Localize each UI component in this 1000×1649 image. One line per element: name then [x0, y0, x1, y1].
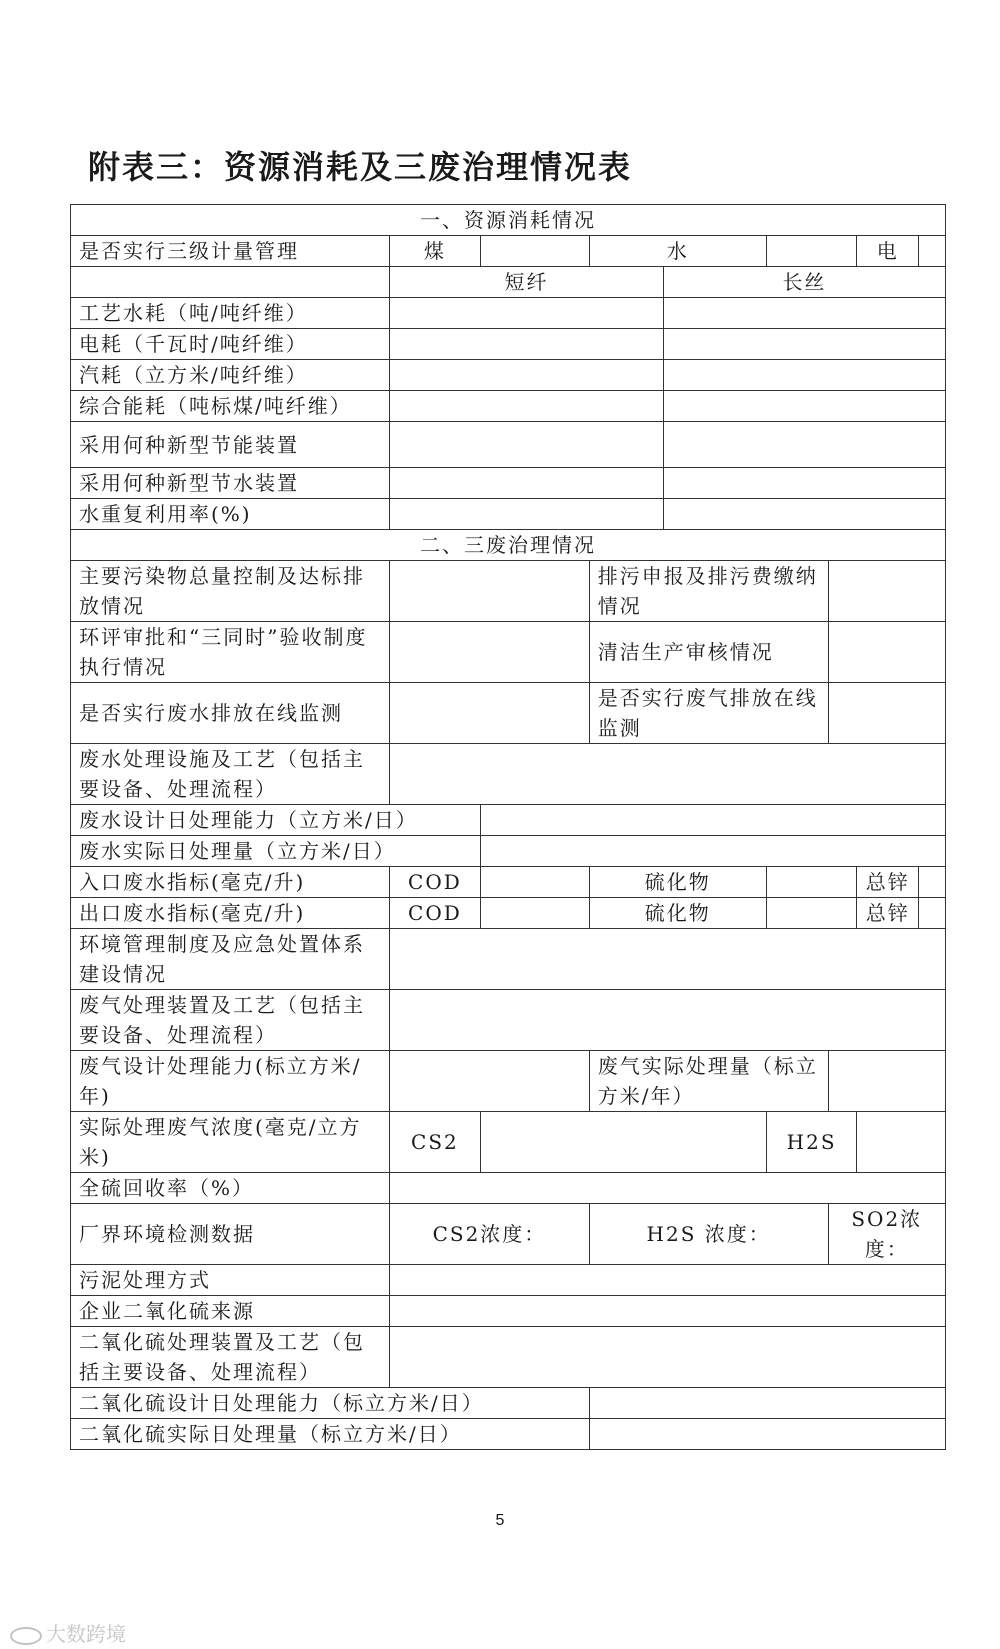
filament-value-cell[interactable]: [663, 468, 945, 499]
water-label: 水: [589, 236, 766, 267]
document-title: 附表三：资源消耗及三废治理情况表: [88, 148, 633, 186]
wastewater-actual-volume-value-cell[interactable]: [480, 836, 945, 867]
so2-source-label: 企业二氧化硫来源: [71, 1296, 390, 1327]
watermark-text: 大数跨境: [46, 1622, 126, 1646]
wastewater-actual-volume-label: 废水实际日处理量（立方米/日）: [71, 836, 481, 867]
row-label: 工艺水耗（吨/吨纤维）: [71, 298, 390, 329]
wastewater-online-label: 是否实行废水排放在线监测: [71, 683, 390, 744]
exhaust-actual-volume-value-cell[interactable]: [828, 1051, 945, 1112]
electricity-value-cell[interactable]: [919, 236, 946, 267]
outlet-indicators-label: 出口废水指标(毫克/升): [71, 898, 390, 929]
filament-value-cell[interactable]: [663, 422, 945, 468]
wastewater-design-capacity-label: 废水设计日处理能力（立方米/日）: [71, 805, 481, 836]
outlet-cod-value-cell[interactable]: [480, 898, 589, 929]
so2-concentration-label: SO2浓度：: [828, 1204, 945, 1265]
metering-label: 是否实行三级计量管理: [71, 236, 390, 267]
clean-production-value-cell[interactable]: [828, 622, 945, 683]
exhaust-concentration-label: 实际处理废气浓度(毫克/立方米): [71, 1112, 390, 1173]
exhaust-facility-label: 废气处理装置及工艺（包括主要设备、处理流程）: [71, 990, 390, 1051]
pollutant-control-label: 主要污染物总量控制及达标排放情况: [71, 561, 390, 622]
h2s-concentration-label: H2S 浓度：: [589, 1204, 828, 1265]
exhaust-design-capacity-value-cell[interactable]: [390, 1051, 590, 1112]
short-fiber-value-cell[interactable]: [390, 329, 664, 360]
env-management-label: 环境管理制度及应急处置体系建设情况: [71, 929, 390, 990]
exhaust-online-value-cell[interactable]: [828, 683, 945, 744]
sulfur-recovery-value-cell[interactable]: [390, 1173, 946, 1204]
wastewater-online-value-cell[interactable]: [390, 683, 590, 744]
wastewater-facility-value-cell[interactable]: [390, 744, 946, 805]
wastewater-design-capacity-value-cell[interactable]: [480, 805, 945, 836]
short-fiber-value-cell[interactable]: [390, 298, 664, 329]
inlet-sulfide-value-cell[interactable]: [766, 867, 857, 898]
exhaust-online-label: 是否实行废气排放在线监测: [589, 683, 828, 744]
inlet-cod-label: COD: [390, 867, 481, 898]
watermark: [10, 1618, 126, 1647]
outlet-zinc-label: 总锌: [857, 898, 919, 929]
eia-approval-value-cell[interactable]: [390, 622, 590, 683]
coal-value-cell[interactable]: [480, 236, 589, 267]
inlet-zinc-value-cell[interactable]: [919, 867, 946, 898]
exhaust-actual-volume-label: 废气实际处理量（标立方米/年）: [589, 1051, 828, 1112]
h2s-label: H2S: [766, 1112, 857, 1173]
inlet-zinc-label: 总锌: [857, 867, 919, 898]
short-fiber-value-cell[interactable]: [390, 360, 664, 391]
coal-label: 煤: [390, 236, 481, 267]
eia-approval-label: 环评审批和“三同时”验收制度执行情况: [71, 622, 390, 683]
short-fiber-value-cell[interactable]: [390, 422, 664, 468]
water-value-cell[interactable]: [766, 236, 857, 267]
section1-header: 一、资源消耗情况: [71, 205, 946, 236]
sludge-treatment-label: 污泥处理方式: [71, 1265, 390, 1296]
short-fiber-value-cell[interactable]: [390, 391, 664, 422]
exhaust-facility-value-cell[interactable]: [390, 990, 946, 1051]
so2-design-capacity-label: 二氧化硫设计日处理能力（标立方米/日）: [71, 1388, 590, 1419]
boundary-monitoring-label: 厂界环境检测数据: [71, 1204, 390, 1265]
sulfur-recovery-label: 全硫回收率（%）: [71, 1173, 390, 1204]
sewage-declaration-label: 排污申报及排污费缴纳情况: [589, 561, 828, 622]
outlet-sulfide-label: 硫化物: [589, 898, 766, 929]
so2-actual-volume-label: 二氧化硫实际日处理量（标立方米/日）: [71, 1419, 590, 1450]
resource-waste-table: [70, 204, 946, 1450]
h2s-value-cell[interactable]: [857, 1112, 946, 1173]
sewage-declaration-value-cell[interactable]: [828, 561, 945, 622]
row-label: 综合能耗（吨标煤/吨纤维）: [71, 391, 390, 422]
empty-header-cell: [71, 267, 390, 298]
outlet-cod-label: COD: [390, 898, 481, 929]
row-label: 汽耗（立方米/吨纤维）: [71, 360, 390, 391]
wastewater-facility-label: 废水处理设施及工艺（包括主要设备、处理流程）: [71, 744, 390, 805]
filament-value-cell[interactable]: [663, 360, 945, 391]
row-label: 水重复利用率(%): [71, 499, 390, 530]
filament-value-cell[interactable]: [663, 391, 945, 422]
so2-actual-volume-value-cell[interactable]: [589, 1419, 945, 1450]
inlet-cod-value-cell[interactable]: [480, 867, 589, 898]
outlet-zinc-value-cell[interactable]: [919, 898, 946, 929]
section2-header: 二、三废治理情况: [71, 530, 946, 561]
watermark-logo-icon: [10, 1627, 42, 1645]
clean-production-label: 清洁生产审核情况: [589, 622, 828, 683]
electricity-label: 电: [857, 236, 919, 267]
exhaust-design-capacity-label: 废气设计处理能力(标立方米/年): [71, 1051, 390, 1112]
env-management-value-cell[interactable]: [390, 929, 946, 990]
so2-facility-label: 二氧化硫处理装置及工艺（包括主要设备、处理流程）: [71, 1327, 390, 1388]
short-fiber-value-cell[interactable]: [390, 468, 664, 499]
pollutant-control-value-cell[interactable]: [390, 561, 590, 622]
inlet-indicators-label: 入口废水指标(毫克/升): [71, 867, 390, 898]
cs2-value-cell[interactable]: [480, 1112, 766, 1173]
filament-header: 长丝: [663, 267, 945, 298]
so2-design-capacity-value-cell[interactable]: [589, 1388, 945, 1419]
outlet-sulfide-value-cell[interactable]: [766, 898, 857, 929]
so2-source-value-cell[interactable]: [390, 1296, 946, 1327]
filament-value-cell[interactable]: [663, 298, 945, 329]
short-fiber-header: 短纤: [390, 267, 664, 298]
inlet-sulfide-label: 硫化物: [589, 867, 766, 898]
page-number: 5: [495, 1512, 505, 1529]
row-label: 采用何种新型节能装置: [71, 422, 390, 468]
so2-facility-value-cell[interactable]: [390, 1327, 946, 1388]
cs2-label: CS2: [390, 1112, 481, 1173]
short-fiber-value-cell[interactable]: [390, 499, 664, 530]
row-label: 电耗（千瓦时/吨纤维）: [71, 329, 390, 360]
row-label: 采用何种新型节水装置: [71, 468, 390, 499]
sludge-treatment-value-cell[interactable]: [390, 1265, 946, 1296]
filament-value-cell[interactable]: [663, 329, 945, 360]
cs2-concentration-label: CS2浓度：: [390, 1204, 590, 1265]
filament-value-cell[interactable]: [663, 499, 945, 530]
